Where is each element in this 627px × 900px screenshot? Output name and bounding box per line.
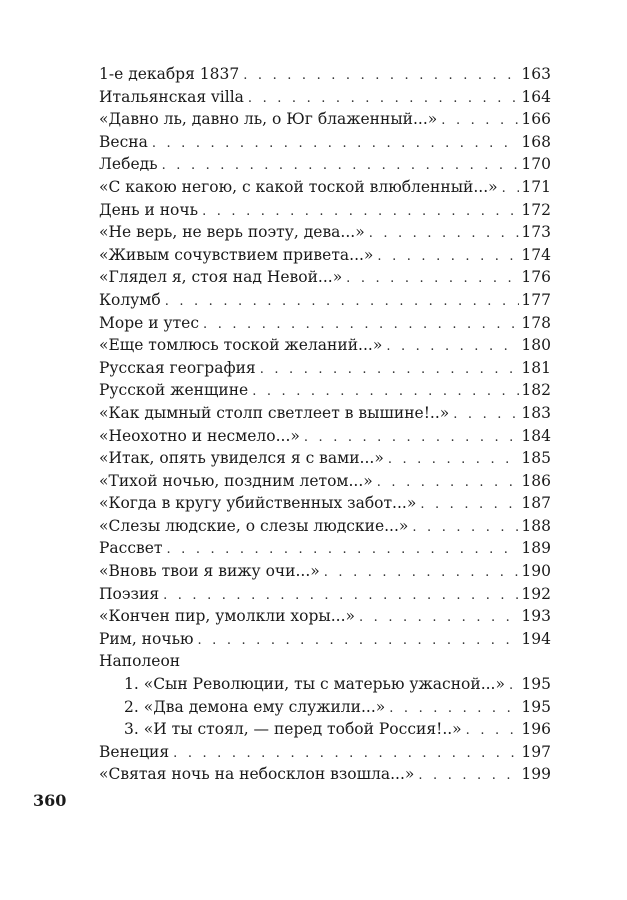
toc-entry-page: 170 [521,155,551,174]
toc-entry [99,86,551,109]
toc-entry-page: 188 [521,516,551,535]
toc-dot-leader [509,675,519,698]
toc-dot-leader [243,65,519,88]
toc-entry-title: Весна [99,131,152,154]
toc-entry-page: 194 [521,629,551,648]
toc-entry-page: 190 [521,562,551,581]
toc-dot-leader [173,743,519,766]
toc-entry [99,289,551,312]
toc-entry-page: 199 [521,765,551,784]
toc-entry-page: 192 [521,584,551,603]
toc-entry-title: Лебедь [99,153,162,176]
toc-entry-page: 184 [521,426,551,445]
toc-entry [99,108,551,131]
toc-entry [99,718,551,741]
toc-entry [99,696,551,719]
toc-dot-leader [202,201,519,224]
toc-dot-leader [260,359,520,382]
toc-entry [99,63,551,86]
toc-entry [99,221,551,244]
toc-entry-page: 168 [521,132,551,151]
toc-entry [99,334,551,357]
toc-dot-leader [152,133,520,156]
toc-entry-title: 3. «И ты стоял, — перед тобой Россия!..» [124,718,466,741]
toc-entry [99,153,551,176]
toc-dot-leader [198,630,520,653]
toc-entry-page: 180 [521,336,551,355]
toc-dot-leader [165,291,520,314]
toc-dot-leader [346,268,519,291]
toc-dot-leader [377,246,519,269]
table-of-contents [99,63,551,786]
toc-entry-title: День и ночь [99,199,202,222]
toc-entry-page: 182 [521,381,551,400]
page-number: 360 [33,791,67,810]
toc-entry-page: 172 [521,200,551,219]
toc-entry [99,650,551,673]
toc-entry-page: 171 [521,177,551,196]
toc-dot-leader [466,720,520,743]
toc-entry-title: Наполеон [99,650,184,673]
toc-dot-leader [248,88,519,111]
toc-entry-title: «Давно ль, давно ль, о Юг блаженный...» [99,108,441,131]
toc-entry-page: 183 [521,403,551,422]
toc-entry-page: 186 [521,471,551,490]
toc-entry [99,560,551,583]
toc-entry-title: «Как дымный столп светлеет в вышине!..» [99,402,453,425]
toc-entry-title: «Живым сочувствием привета...» [99,244,377,267]
toc-entry [99,492,551,515]
toc-entry-page: 187 [521,494,551,513]
toc-dot-leader [304,427,520,450]
toc-dot-leader [412,517,519,540]
toc-entry-title: Венеция [99,741,173,764]
toc-entry-title: «Слезы людские, о слезы людские...» [99,515,412,538]
toc-dot-leader [420,494,519,517]
toc-entry [99,425,551,448]
toc-entry [99,605,551,628]
toc-entry-page: 164 [521,87,551,106]
toc-entry-page: 166 [521,110,551,129]
toc-entry-title: «С какою негою, с какой тоской влюбленный...» [99,176,502,199]
toc-entry-title: «Святая ночь на небосклон взошла...» [99,763,418,786]
toc-entry-page: 177 [521,290,551,309]
toc-entry-page: 197 [521,742,551,761]
toc-entry-title: Рим, ночью [99,628,198,651]
toc-dot-leader [389,698,519,721]
toc-dot-leader [502,178,520,201]
toc-entry-title: Русская география [99,357,260,380]
toc-entry-page: 163 [521,65,551,83]
toc-entry-title: «Глядел я, стоя над Невой...» [99,266,346,289]
toc-entry-page: 195 [521,675,551,694]
toc-entry-title: Поэзия [99,583,163,606]
toc-dot-leader [252,381,519,404]
toc-entry-page: 189 [521,539,551,558]
toc-entry-title: 1-е декабря 1837 [99,63,243,86]
toc-entry [99,470,551,493]
toc-entry-page: 174 [521,245,551,264]
toc-dot-leader [324,562,520,585]
toc-entry [99,312,551,335]
toc-dot-leader [453,404,519,427]
toc-entry [99,515,551,538]
toc-entry [99,741,551,764]
toc-entry-page: 178 [521,313,551,332]
toc-dot-leader [441,110,519,133]
toc-entry-title: Русской женщине [99,379,252,402]
toc-entry-title: «Еще томлюсь тоской желаний...» [99,334,386,357]
toc-dot-leader [369,223,520,246]
toc-entry [99,763,551,786]
toc-entry [99,583,551,606]
toc-dot-leader [386,336,519,359]
toc-entry [99,199,551,222]
toc-dot-leader [163,585,519,608]
toc-entry [99,402,551,425]
toc-entry-title: Море и утес [99,312,203,335]
toc-entry-title: «Вновь твои я вижу очи...» [99,560,324,583]
toc-entry-title: «Когда в кругу убийственных забот...» [99,492,420,515]
toc-entry-title: Колумб [99,289,165,312]
toc-entry-page: 181 [521,358,551,377]
toc-entry [99,131,551,154]
toc-entry [99,266,551,289]
toc-entry-title: «Не верь, не верь поэту, дева...» [99,221,369,244]
toc-entry [99,176,551,199]
toc-entry [99,447,551,470]
toc-entry [99,244,551,267]
toc-entry-page: 173 [521,223,551,242]
toc-entry-page: 193 [521,607,551,626]
toc-dot-leader [203,314,519,337]
toc-entry-page: 176 [521,268,551,287]
toc-entry [99,357,551,380]
toc-entry [99,537,551,560]
toc-entry [99,673,551,696]
toc-entry-page: 185 [521,449,551,468]
toc-entry-title: «Кончен пир, умолкли хоры...» [99,605,359,628]
toc-dot-leader [359,607,519,630]
toc-entry [99,628,551,651]
toc-dot-leader [377,472,520,495]
toc-entry [99,379,551,402]
toc-entry-title: «Тихой ночью, поздним летом...» [99,470,377,493]
toc-entry-title: 1. «Сын Революции, ты с матерью ужасной...» [124,673,509,696]
toc-entry-page: 196 [521,720,551,739]
toc-entry-title: «Итак, опять увиделся я с вами...» [99,447,388,470]
toc-entry-title: Рассвет [99,537,167,560]
toc-dot-leader [167,539,520,562]
toc-entry-title: 2. «Два демона ему служили...» [124,696,389,719]
toc-dot-leader [388,449,520,472]
toc-entry-title: «Неохотно и несмело...» [99,425,304,448]
toc-entry-title: Итальянская villa [99,86,248,109]
toc-entry-page: 195 [521,697,551,716]
toc-dot-leader [418,765,519,788]
toc-dot-leader [162,155,520,178]
